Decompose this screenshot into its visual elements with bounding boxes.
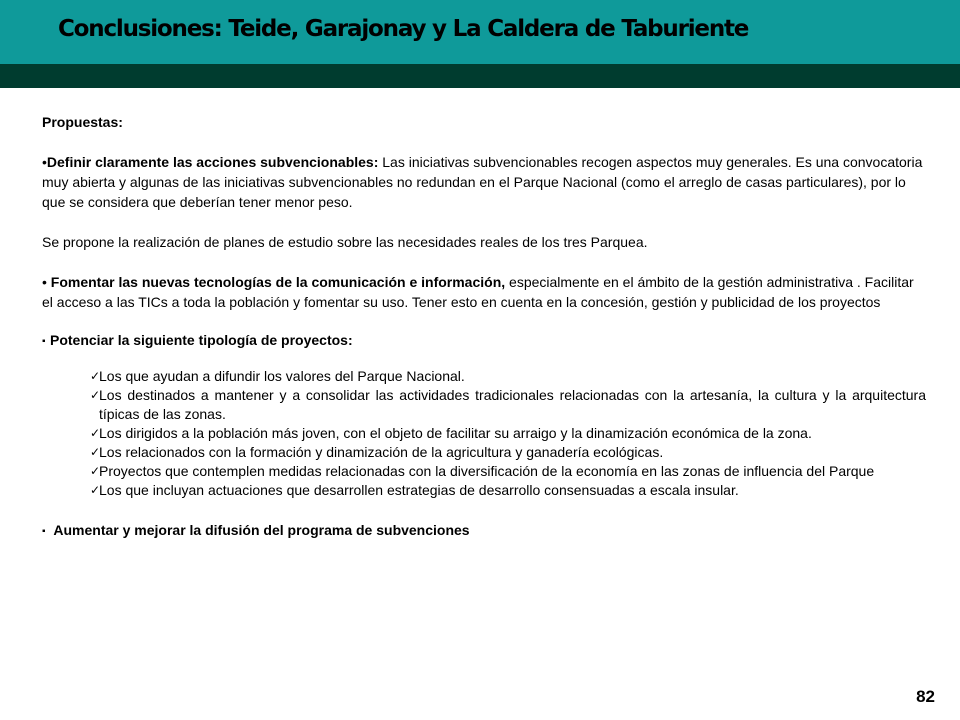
header-band <box>0 64 960 88</box>
checkmark-icon: ✓ <box>90 369 101 383</box>
list-item: ✓ Proyectos que contemplen medidas relacionadas con la diversificación de la economía en las zonas de influencia del Parque <box>90 463 875 479</box>
proposals-heading: Propuestas: <box>42 114 123 130</box>
list-item: ✓ Los dirigidos a la población más joven, con el objeto de facilitar su arraigo y la dinamización económica de la zona. <box>90 425 812 441</box>
proposal-studies: Se propone la realización de planes de estudio sobre las necesidades reales de los tres Parquea. <box>42 234 648 250</box>
checkmark-icon: ✓ <box>90 388 101 402</box>
proposal-subsidizable-actions <box>42 152 926 212</box>
proposal-4-title: Potenciar la siguiente tipología de proyectos: <box>50 332 353 348</box>
proposal-3-text: especialmente en el ámbito de la gestión administrativa . Facilitar el acceso a las TICs a toda la población y fomentar su uso. Tener esto en cuenta en la concesión, gestión y publicidad de los proyectos <box>42 274 914 310</box>
proposal-1-title: Definir claramente las acciones subvencionables: <box>46 154 379 170</box>
list-item: ✓ Los que ayudan a difundir los valores del Parque Nacional. <box>90 368 465 384</box>
proposal-ict <box>42 272 926 312</box>
proposal-3-title: Fomentar las nuevas tecnologías de la comunicación e información, <box>50 274 506 290</box>
list-item: ✓ Los destinados a mantener y a consolidar las actividades tradicionales relacionadas con la artesanía, la cultura y la arquitectura típicas de las zonas. <box>90 387 926 422</box>
list-item: ✓ Los que incluyan actuaciones que desarrollen estrategias de desarrollo consensuadas a escala insular. <box>90 482 739 498</box>
proposal-1-text: Las iniciativas subvencionables recogen aspectos muy generales. Es una convocatoria muy abierta y algunas de las iniciativas subvencionables no redundan en el Parque Nacional (como el arreglo de casas particulares), por lo que se considera que deberían tener menor peso. <box>42 154 923 210</box>
proposal-project-types <box>42 330 926 353</box>
slide-title: Conclusiones: Teide, Garajonay y La Caldera de Taburiente <box>58 16 749 42</box>
checkmark-icon: ✓ <box>90 445 101 459</box>
project-types-list <box>90 367 926 500</box>
checkmark-icon: ✓ <box>90 464 101 478</box>
proposal-dissemination <box>42 520 926 543</box>
list-item: ✓ Los relacionados con la formación y dinamización de la agricultura y ganadería ecológicas. <box>90 444 664 460</box>
bullet-dot: • <box>42 154 47 170</box>
bullet-dot: • <box>42 274 51 290</box>
slide-content <box>42 112 926 543</box>
page-number: 82 <box>916 687 935 706</box>
checkmark-icon: ✓ <box>90 426 101 440</box>
square-bullet-icon: ▪ <box>42 336 46 347</box>
checkmark-icon: ✓ <box>90 483 101 497</box>
square-bullet-icon: ▪ <box>42 526 46 537</box>
proposal-5-title: Aumentar y mejorar la difusión del programa de subvenciones <box>50 522 470 538</box>
